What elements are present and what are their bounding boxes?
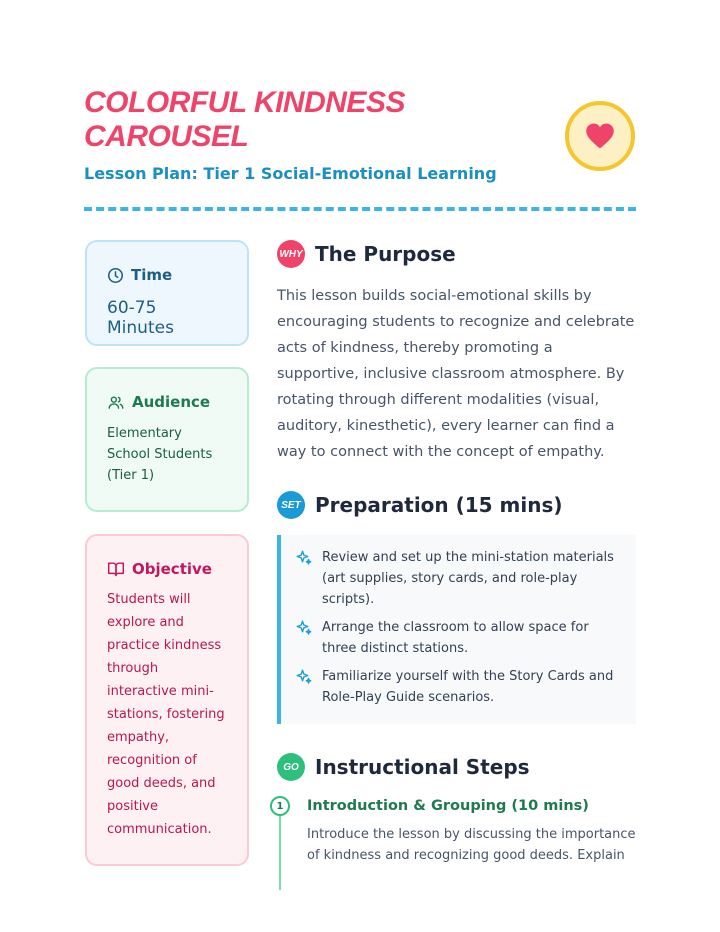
list-item <box>295 617 626 659</box>
heart-icon <box>585 122 615 150</box>
why-badge: WHY <box>277 240 305 268</box>
step-number: 1 <box>270 796 290 816</box>
go-badge: GO <box>277 753 305 781</box>
time-label: Time <box>131 266 173 284</box>
sparkle-icon <box>295 619 313 637</box>
audience-card <box>85 367 249 512</box>
purpose-text: This lesson builds social-emotional skills by encouraging students to recognize and celebrate acts of kindness, thereby promoting a supportive, inclusive classroom atmosphere. By rotating through different modalities (visual, auditory, kinesthetic), every learner can find a way to connect with the concept of empathy. <box>277 288 635 460</box>
step-text: Introduce the lesson by discussing the importance of kindness and recognizing good deeds. Explain <box>307 827 636 863</box>
list-item <box>295 547 626 610</box>
instructional-title: Instructional Steps <box>315 755 530 779</box>
preparation-title: Preparation (15 mins) <box>315 493 563 517</box>
objective-card <box>85 534 249 866</box>
preparation-header <box>277 491 563 519</box>
heart-badge <box>565 101 635 171</box>
audience-label: Audience <box>132 393 211 411</box>
list-item-text: Familiarize yourself with the Story Cards and Role-Play Guide scenarios. <box>322 669 614 705</box>
time-card <box>85 240 249 346</box>
purpose-header <box>277 240 456 268</box>
page-subtitle: Lesson Plan: Tier 1 Social-Emotional Learning <box>84 164 497 183</box>
clock-icon <box>107 267 124 284</box>
audience-value: Elementary School Students (Tier 1) <box>107 426 213 483</box>
purpose-title: The Purpose <box>315 242 456 266</box>
objective-label: Objective <box>132 560 212 578</box>
page-title: COLORFUL KINDNESS CAROUSEL <box>84 86 405 153</box>
list-item <box>295 666 626 708</box>
preparation-list <box>277 535 636 724</box>
set-badge: SET <box>277 491 305 519</box>
objective-value: Students will explore and practice kindness through interactive mini-stations, fostering empathy, recognition of good deeds, and positive communication. <box>107 592 225 837</box>
users-icon <box>107 394 125 411</box>
book-icon <box>107 561 125 577</box>
header-divider <box>84 207 636 211</box>
sparkle-icon <box>295 549 313 567</box>
time-value: 60-75 Minutes <box>107 298 174 338</box>
list-item-text: Arrange the classroom to allow space for three distinct stations. <box>322 620 589 656</box>
sparkle-icon <box>295 668 313 686</box>
instructional-header <box>277 753 530 781</box>
list-item-text: Review and set up the mini-station materials (art supplies, story cards, and role-play scripts). <box>322 550 614 607</box>
step-title: Introduction & Grouping (10 mins) <box>307 798 589 814</box>
